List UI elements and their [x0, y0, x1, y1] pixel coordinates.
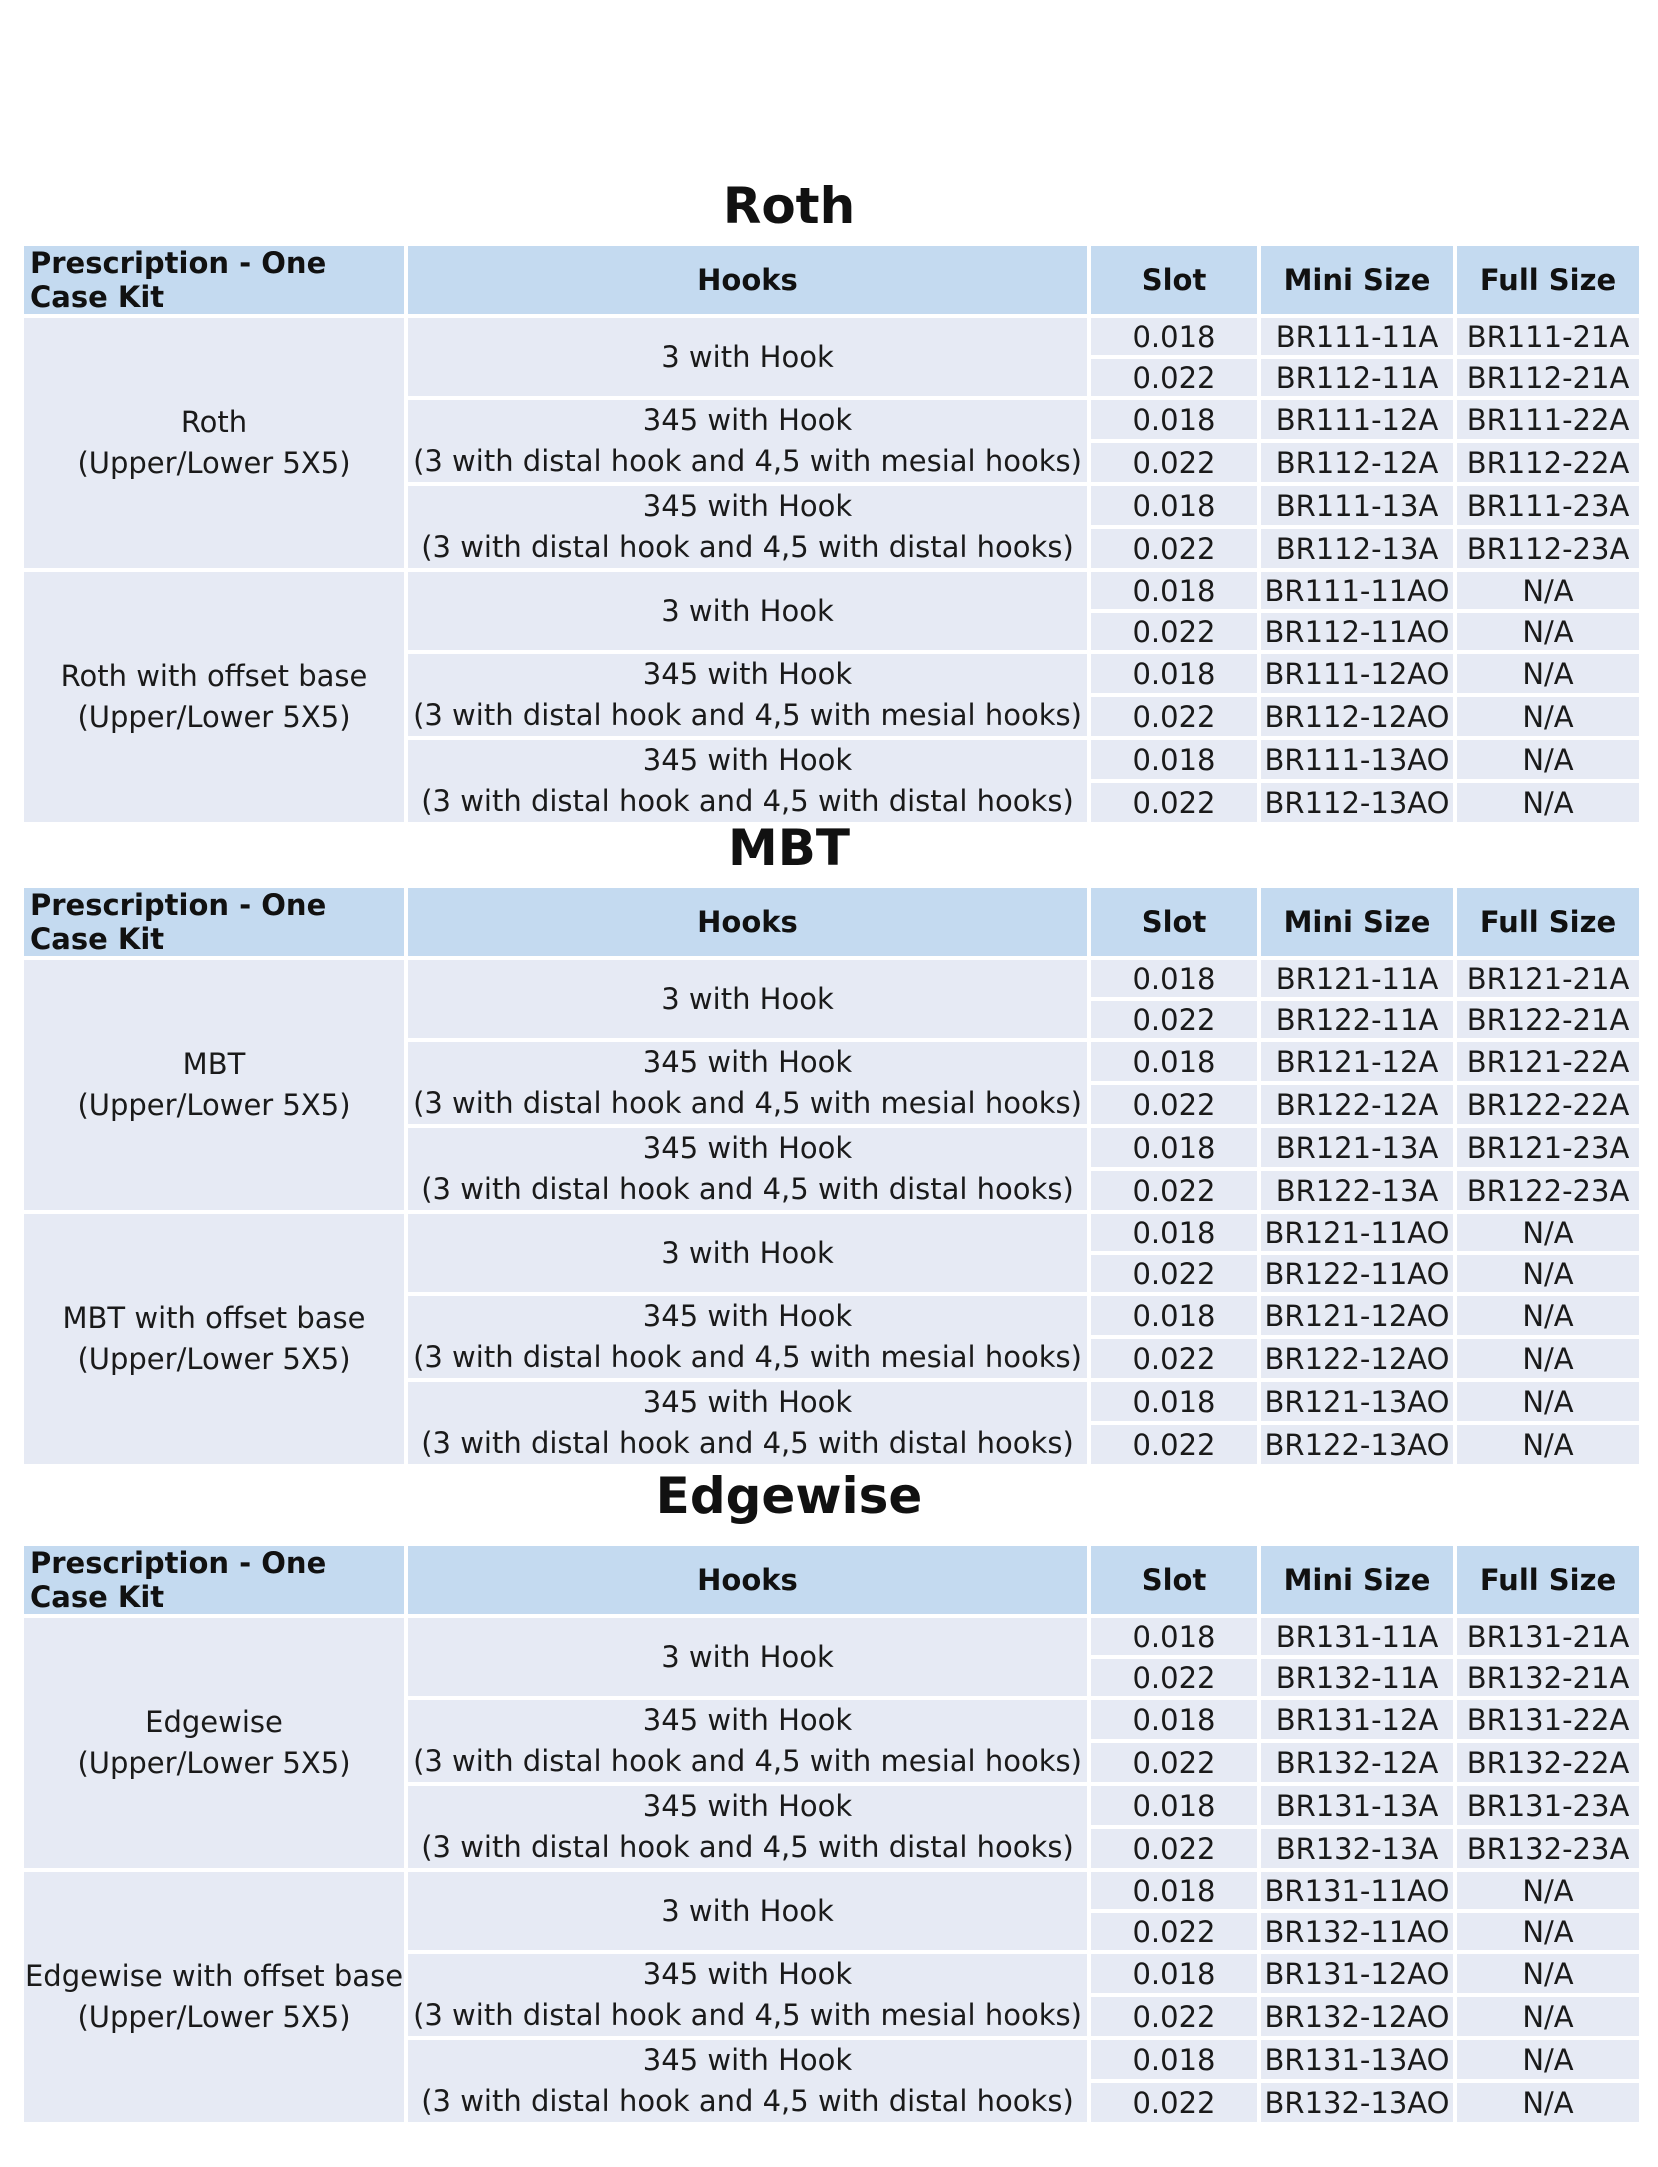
- slot-cell: 0.022: [1091, 1085, 1257, 1124]
- full-size-cell: BR132-23A: [1457, 1829, 1639, 1868]
- mini-size-cell: BR131-11A: [1261, 1618, 1453, 1655]
- hooks-cell: [408, 960, 1087, 1038]
- mini-size-cell: BR111-11A: [1261, 318, 1453, 355]
- hooks-title: 345 with Hook: [642, 2043, 853, 2077]
- prescription-arch: (Upper/Lower 5X5): [77, 2000, 351, 2034]
- mini-size-cell: BR132-13A: [1261, 1829, 1453, 1868]
- hooks-detail: (3 with distal hook and 4,5 with mesial hooks): [413, 444, 1082, 478]
- hooks-detail: (3 with distal hook and 4,5 with distal hooks): [421, 1172, 1074, 1206]
- full-size-cell: N/A: [1457, 1339, 1639, 1378]
- mini-size-cell: BR111-13A: [1261, 486, 1453, 525]
- slot-cell: 0.018: [1091, 1618, 1257, 1655]
- prescription-arch: (Upper/Lower 5X5): [77, 446, 351, 480]
- column-header: Prescription - One Case Kit: [24, 246, 404, 314]
- full-size-cell: N/A: [1457, 1214, 1639, 1251]
- slot-cell: 0.022: [1091, 1997, 1257, 2036]
- full-size-cell: BR112-22A: [1457, 443, 1639, 482]
- hooks-title: 345 with Hook: [642, 657, 853, 691]
- mini-size-cell: BR111-12A: [1261, 400, 1453, 439]
- hooks-cell: [408, 1954, 1087, 2036]
- mini-size-cell: BR132-11A: [1261, 1659, 1453, 1696]
- mini-size-cell: BR111-12AO: [1261, 654, 1453, 693]
- mini-size-cell: BR132-13AO: [1261, 2083, 1453, 2122]
- hooks-detail: (3 with distal hook and 4,5 with mesial hooks): [413, 1086, 1082, 1120]
- slot-cell: 0.022: [1091, 697, 1257, 736]
- mini-size-cell: BR131-13A: [1261, 1786, 1453, 1825]
- prescription-name: Edgewise: [145, 1705, 283, 1739]
- full-size-cell: BR122-22A: [1457, 1085, 1639, 1124]
- prescription-cell: [24, 318, 404, 568]
- hooks-title: 3 with Hook: [661, 339, 834, 374]
- slot-cell: 0.022: [1091, 1829, 1257, 1868]
- table-row: [24, 572, 1639, 609]
- slot-cell: 0.018: [1091, 1382, 1257, 1421]
- hooks-detail: (3 with distal hook and 4,5 with mesial hooks): [413, 1340, 1082, 1374]
- slot-cell: 0.018: [1091, 1128, 1257, 1167]
- mini-size-cell: BR132-11AO: [1261, 1913, 1453, 1950]
- column-header: Slot: [1091, 246, 1257, 314]
- mini-size-cell: BR132-12AO: [1261, 1997, 1453, 2036]
- slot-cell: 0.018: [1091, 400, 1257, 439]
- full-size-cell: BR111-23A: [1457, 486, 1639, 525]
- full-size-cell: N/A: [1457, 2083, 1639, 2122]
- mini-size-cell: BR132-12A: [1261, 1743, 1453, 1782]
- column-header: Hooks: [408, 1546, 1087, 1614]
- full-size-cell: BR131-23A: [1457, 1786, 1639, 1825]
- prescription-arch: (Upper/Lower 5X5): [77, 1342, 351, 1376]
- prescription-name: MBT with offset base: [62, 1301, 366, 1335]
- table-row: [24, 1872, 1639, 1909]
- hooks-cell: [408, 740, 1087, 822]
- hooks-detail: (3 with distal hook and 4,5 with mesial hooks): [413, 1998, 1082, 2032]
- full-size-cell: BR121-22A: [1457, 1042, 1639, 1081]
- slot-cell: 0.018: [1091, 1296, 1257, 1335]
- full-size-cell: BR122-23A: [1457, 1171, 1639, 1210]
- full-size-cell: N/A: [1457, 613, 1639, 650]
- slot-cell: 0.022: [1091, 1171, 1257, 1210]
- mini-size-cell: BR112-12A: [1261, 443, 1453, 482]
- slot-cell: 0.022: [1091, 529, 1257, 568]
- hooks-cell: [408, 2040, 1087, 2122]
- mini-size-cell: BR121-13AO: [1261, 1382, 1453, 1421]
- full-size-cell: N/A: [1457, 1913, 1639, 1950]
- hooks-cell: [408, 486, 1087, 568]
- hooks-title: 3 with Hook: [661, 593, 834, 628]
- kit-table: [20, 242, 1643, 826]
- hooks-title: 3 with Hook: [661, 1639, 834, 1674]
- slot-cell: 0.022: [1091, 1339, 1257, 1378]
- column-header: Hooks: [408, 246, 1087, 314]
- table-row: [24, 960, 1639, 997]
- full-size-cell: N/A: [1457, 1872, 1639, 1909]
- mini-size-cell: BR112-11A: [1261, 359, 1453, 396]
- slot-cell: 0.022: [1091, 1001, 1257, 1038]
- hooks-title: 3 with Hook: [661, 981, 834, 1016]
- slot-cell: 0.018: [1091, 960, 1257, 997]
- mini-size-cell: BR122-12AO: [1261, 1339, 1453, 1378]
- section-title: Roth: [722, 177, 856, 235]
- full-size-cell: N/A: [1457, 1997, 1639, 2036]
- mini-size-cell: BR131-12A: [1261, 1700, 1453, 1739]
- slot-cell: 0.018: [1091, 1872, 1257, 1909]
- column-header: Slot: [1091, 888, 1257, 956]
- kit-table: [20, 884, 1643, 1468]
- hooks-title: 345 with Hook: [642, 1957, 853, 1991]
- full-size-cell: N/A: [1457, 1255, 1639, 1292]
- prescription-name: Roth with offset base: [60, 659, 368, 693]
- section-title: Edgewise: [655, 1467, 923, 1525]
- prescription-cell: [24, 1618, 404, 1868]
- hooks-detail: (3 with distal hook and 4,5 with mesial hooks): [413, 698, 1082, 732]
- header-row: [24, 888, 1639, 956]
- prescription-cell: [24, 1214, 404, 1464]
- mini-size-cell: BR122-11AO: [1261, 1255, 1453, 1292]
- slot-cell: 0.018: [1091, 1786, 1257, 1825]
- mini-size-cell: BR122-13A: [1261, 1171, 1453, 1210]
- mini-size-cell: BR121-11A: [1261, 960, 1453, 997]
- full-size-cell: BR131-22A: [1457, 1700, 1639, 1739]
- hooks-cell: [408, 572, 1087, 650]
- header-row: [24, 1546, 1639, 1614]
- column-header: Mini Size: [1261, 888, 1453, 956]
- prescription-arch: (Upper/Lower 5X5): [77, 1746, 351, 1780]
- hooks-cell: [408, 400, 1087, 482]
- hooks-title: 3 with Hook: [661, 1235, 834, 1270]
- full-size-cell: N/A: [1457, 1296, 1639, 1335]
- full-size-cell: N/A: [1457, 783, 1639, 822]
- hooks-title: 345 with Hook: [642, 1789, 853, 1823]
- full-size-cell: N/A: [1457, 654, 1639, 693]
- full-size-cell: N/A: [1457, 572, 1639, 609]
- full-size-cell: BR122-21A: [1457, 1001, 1639, 1038]
- slot-cell: 0.022: [1091, 1913, 1257, 1950]
- prescription-arch: (Upper/Lower 5X5): [77, 700, 351, 734]
- full-size-cell: BR111-22A: [1457, 400, 1639, 439]
- mini-size-cell: BR122-12A: [1261, 1085, 1453, 1124]
- mini-size-cell: BR121-13A: [1261, 1128, 1453, 1167]
- column-header: Mini Size: [1261, 1546, 1453, 1614]
- mini-size-cell: BR121-12A: [1261, 1042, 1453, 1081]
- column-header: Prescription - One Case Kit: [24, 1546, 404, 1614]
- mini-size-cell: BR112-12AO: [1261, 697, 1453, 736]
- full-size-cell: BR111-21A: [1457, 318, 1639, 355]
- mini-size-cell: BR112-13A: [1261, 529, 1453, 568]
- slot-cell: 0.018: [1091, 1700, 1257, 1739]
- prescription-cell: [24, 572, 404, 822]
- section-title: MBT: [728, 819, 850, 877]
- hooks-detail: (3 with distal hook and 4,5 with distal hooks): [421, 530, 1074, 564]
- slot-cell: 0.018: [1091, 1954, 1257, 1993]
- mini-size-cell: BR111-11AO: [1261, 572, 1453, 609]
- prescription-name: MBT: [182, 1047, 246, 1081]
- hooks-cell: [408, 318, 1087, 396]
- full-size-cell: N/A: [1457, 1425, 1639, 1464]
- hooks-title: 345 with Hook: [642, 1131, 853, 1165]
- full-size-cell: BR121-23A: [1457, 1128, 1639, 1167]
- column-header: Full Size: [1457, 1546, 1639, 1614]
- hooks-cell: [408, 1296, 1087, 1378]
- hooks-title: 3 with Hook: [661, 1893, 834, 1928]
- mini-size-cell: BR131-11AO: [1261, 1872, 1453, 1909]
- full-size-cell: N/A: [1457, 1382, 1639, 1421]
- hooks-title: 345 with Hook: [642, 1299, 853, 1333]
- mini-size-cell: BR121-12AO: [1261, 1296, 1453, 1335]
- mini-size-cell: BR111-13AO: [1261, 740, 1453, 779]
- hooks-cell: [408, 1786, 1087, 1868]
- hooks-title: 345 with Hook: [642, 743, 853, 777]
- header-row: [24, 246, 1639, 314]
- column-header: Full Size: [1457, 888, 1639, 956]
- hooks-cell: [408, 1618, 1087, 1696]
- full-size-cell: BR132-21A: [1457, 1659, 1639, 1696]
- slot-cell: 0.022: [1091, 1255, 1257, 1292]
- column-header: Mini Size: [1261, 246, 1453, 314]
- slot-cell: 0.022: [1091, 359, 1257, 396]
- hooks-title: 345 with Hook: [642, 1385, 853, 1419]
- hooks-title: 345 with Hook: [642, 403, 853, 437]
- hooks-title: 345 with Hook: [642, 1703, 853, 1737]
- full-size-cell: BR131-21A: [1457, 1618, 1639, 1655]
- hooks-detail: (3 with distal hook and 4,5 with distal hooks): [421, 1830, 1074, 1864]
- kit-table: [20, 1542, 1643, 2126]
- hooks-detail: (3 with distal hook and 4,5 with distal hooks): [421, 784, 1074, 818]
- mini-size-cell: BR121-11AO: [1261, 1214, 1453, 1251]
- slot-cell: 0.018: [1091, 318, 1257, 355]
- slot-cell: 0.022: [1091, 1425, 1257, 1464]
- slot-cell: 0.022: [1091, 443, 1257, 482]
- column-header: Full Size: [1457, 246, 1639, 314]
- hooks-title: 345 with Hook: [642, 1045, 853, 1079]
- prescription-name: Edgewise with offset base: [24, 1959, 404, 1993]
- mini-size-cell: BR112-13AO: [1261, 783, 1453, 822]
- hooks-detail: (3 with distal hook and 4,5 with mesial hooks): [413, 1744, 1082, 1778]
- slot-cell: 0.018: [1091, 2040, 1257, 2079]
- column-header: Hooks: [408, 888, 1087, 956]
- column-header: Slot: [1091, 1546, 1257, 1614]
- slot-cell: 0.022: [1091, 1659, 1257, 1696]
- table-row: [24, 1214, 1639, 1251]
- slot-cell: 0.022: [1091, 1743, 1257, 1782]
- prescription-arch: (Upper/Lower 5X5): [77, 1088, 351, 1122]
- hooks-detail: (3 with distal hook and 4,5 with distal hooks): [421, 1426, 1074, 1460]
- mini-size-cell: BR112-11AO: [1261, 613, 1453, 650]
- slot-cell: 0.022: [1091, 783, 1257, 822]
- hooks-cell: [408, 1700, 1087, 1782]
- hooks-cell: [408, 1214, 1087, 1292]
- table-row: [24, 318, 1639, 355]
- hooks-detail: (3 with distal hook and 4,5 with distal hooks): [421, 2084, 1074, 2118]
- slot-cell: 0.018: [1091, 572, 1257, 609]
- full-size-cell: BR121-21A: [1457, 960, 1639, 997]
- prescription-cell: [24, 960, 404, 1210]
- slot-cell: 0.018: [1091, 740, 1257, 779]
- mini-size-cell: BR122-13AO: [1261, 1425, 1453, 1464]
- hooks-cell: [408, 1872, 1087, 1950]
- full-size-cell: BR112-21A: [1457, 359, 1639, 396]
- mini-size-cell: BR122-11A: [1261, 1001, 1453, 1038]
- hooks-title: 345 with Hook: [642, 489, 853, 523]
- full-size-cell: BR112-23A: [1457, 529, 1639, 568]
- slot-cell: 0.022: [1091, 613, 1257, 650]
- prescription-name: Roth: [180, 405, 248, 439]
- hooks-cell: [408, 654, 1087, 736]
- full-size-cell: N/A: [1457, 1954, 1639, 1993]
- full-size-cell: BR132-22A: [1457, 1743, 1639, 1782]
- hooks-cell: [408, 1128, 1087, 1210]
- column-header: Prescription - One Case Kit: [24, 888, 404, 956]
- hooks-cell: [408, 1382, 1087, 1464]
- full-size-cell: N/A: [1457, 697, 1639, 736]
- slot-cell: 0.018: [1091, 1214, 1257, 1251]
- hooks-cell: [408, 1042, 1087, 1124]
- mini-size-cell: BR131-13AO: [1261, 2040, 1453, 2079]
- prescription-cell: [24, 1872, 404, 2122]
- slot-cell: 0.018: [1091, 654, 1257, 693]
- mini-size-cell: BR131-12AO: [1261, 1954, 1453, 1993]
- slot-cell: 0.018: [1091, 1042, 1257, 1081]
- slot-cell: 0.018: [1091, 486, 1257, 525]
- slot-cell: 0.022: [1091, 2083, 1257, 2122]
- full-size-cell: N/A: [1457, 2040, 1639, 2079]
- full-size-cell: N/A: [1457, 740, 1639, 779]
- table-row: [24, 1618, 1639, 1655]
